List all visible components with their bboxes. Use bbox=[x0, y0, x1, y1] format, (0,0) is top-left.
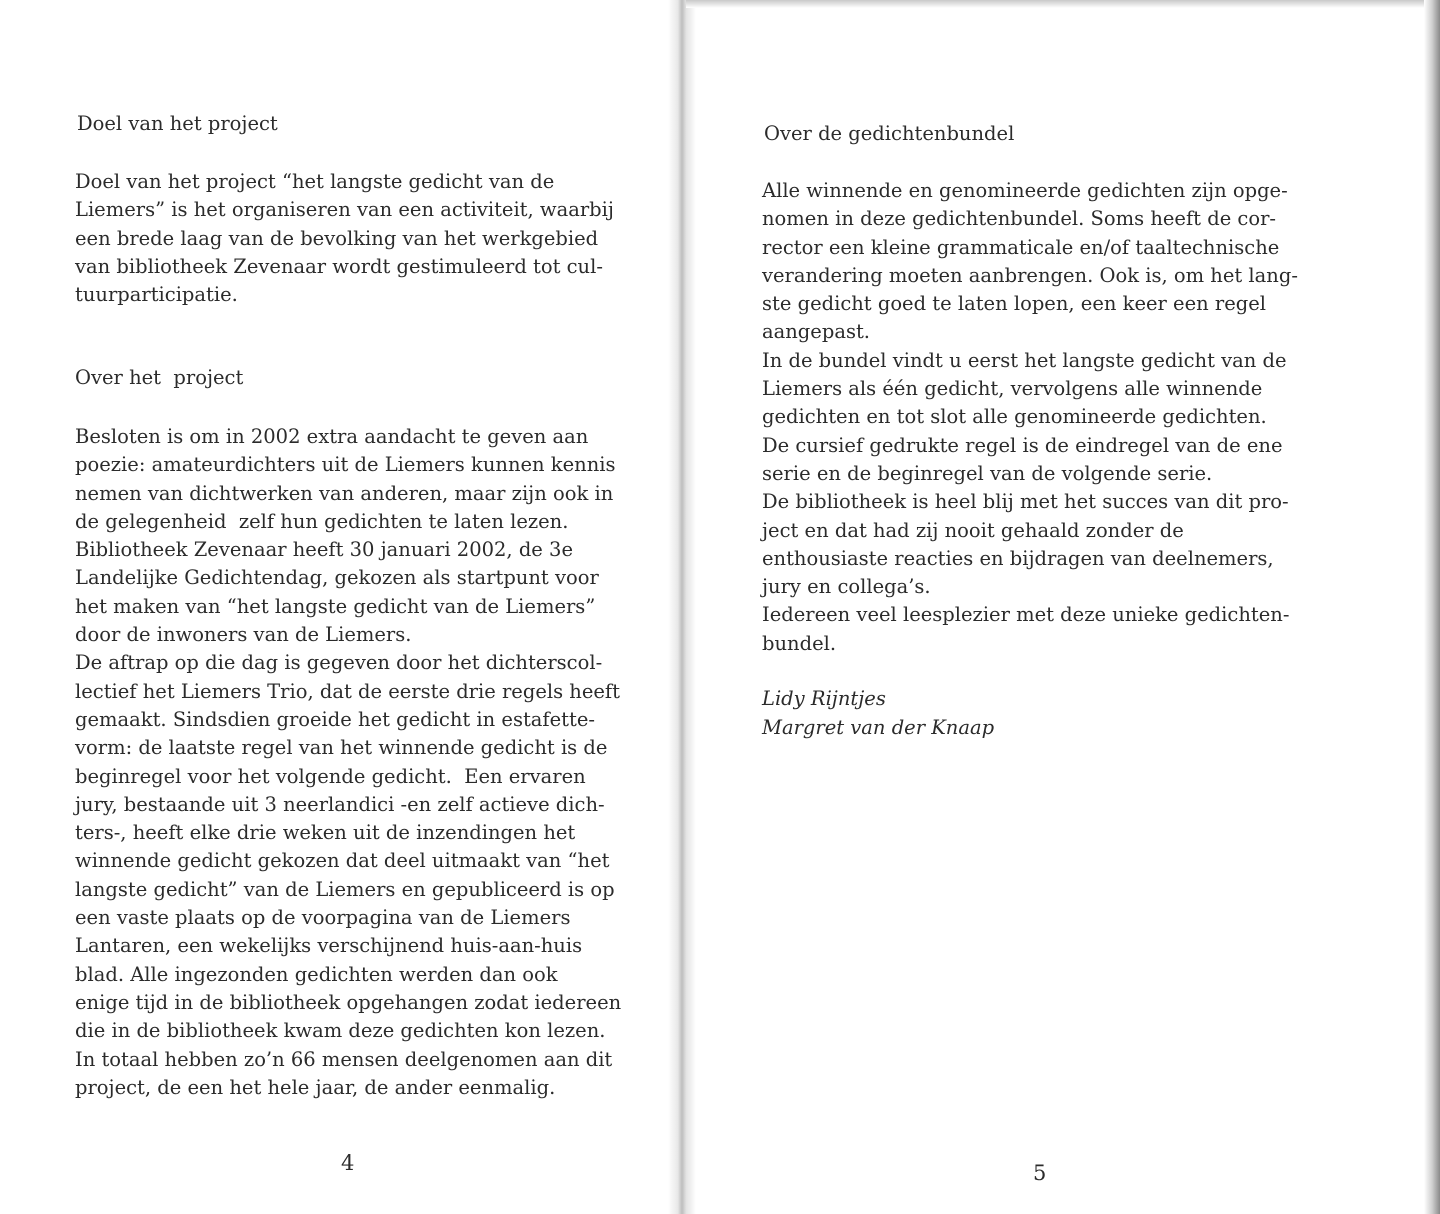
page-number-right: 5 bbox=[1033, 1161, 1047, 1185]
heading-doel: Doel van het project bbox=[77, 112, 278, 135]
page-right-edge bbox=[1424, 0, 1440, 1214]
right-page bbox=[686, 0, 1440, 1214]
paragraph-over-project: Besloten is om in 2002 extra aandacht te geven aan poezie: amateurdichters uit de Liemers kunnen kennis nemen van dichtwerken van anderen, maar zijn ook in de gelegenheid zelf hun gedichten te laten lezen. Bibliotheek Zevenaar heeft 30 januari 2002, de 3e Landelijke Gedichtendag, gekozen als startpunt voor het maken van “het langste gedicht van de Liemers” door de inwoners van de Liemers. De aftrap op die dag is gegeven door het dichterscol- lectief het Liemers Trio, dat de eerste drie regels heeft gemaakt. Sindsdien groeide het gedicht in estafette- vorm: de laatste regel van het winnende gedicht is de beginregel voor het volgende gedicht. Een ervaren jury, bestaande uit 3 neerlandici -en zelf actieve dich- ters-, heeft elke drie weken uit de inzendingen het winnende gedicht gekozen dat deel uitmaakt van “het langste gedicht” van de Liemers en gepubliceerd is op een vaste plaats op de voorpagina van de Liemers Lantaren, een wekelijks verschijnend huis-aan-huis blad. Alle ingezonden gedichten werden dan ook enige tijd in de bibliotheek opgehangen zodat iedereen die in de bibliotheek kwam deze gedichten kon lezen. In totaal hebben zo’n 66 mensen deelgenomen aan dit project, de een het hele jaar, de ander eenmalig. bbox=[75, 425, 622, 1099]
heading-gedichtenbundel: Over de gedichtenbundel bbox=[764, 122, 1015, 145]
paragraph-gedichtenbundel: Alle winnende en genomineerde gedichten zijn opge- nomen in deze gedichtenbundel. Soms heeft de cor- rector een kleine grammaticale en/of taaltechnische verandering moeten aanbrengen. Ook is, om het lang- ste gedicht goed te laten lopen, een keer een regel aangepast. In de bundel vindt u eerst het langste gedicht van de Liemers als één gedicht, vervolgens alle winnende gedichten en tot slot alle genomineerde gedichten. De cursief gedrukte regel is de eindregel van de ene serie en de beginregel van de volgende serie. De bibliotheek is heel blij met het succes van dit pro- ject en dat had zij nooit gehaald zonder de enthousiaste reacties en bijdragen van deelnemers, jury en collega’s. Iedereen veel leesplezier met deze unieke gedichten- bundel. bbox=[762, 179, 1298, 655]
left-page bbox=[0, 0, 680, 1214]
signature-lidy: Lidy Rijntjes bbox=[762, 687, 886, 710]
book-gutter bbox=[668, 0, 696, 1214]
signature-margret: Margret van der Knaap bbox=[762, 716, 995, 739]
paragraph-doel: Doel van het project “het langste gedicht van de Liemers” is het organiseren van een activiteit, waarbij een brede laag van de bevolking van het werkgebied van bibliotheek Zevenaar wordt gestimuleerd tot cul- tuurparticipatie. bbox=[75, 170, 614, 307]
page-top-shadow bbox=[686, 0, 1440, 8]
page-number-left: 4 bbox=[341, 1151, 355, 1175]
heading-over-project: Over het project bbox=[75, 366, 244, 389]
